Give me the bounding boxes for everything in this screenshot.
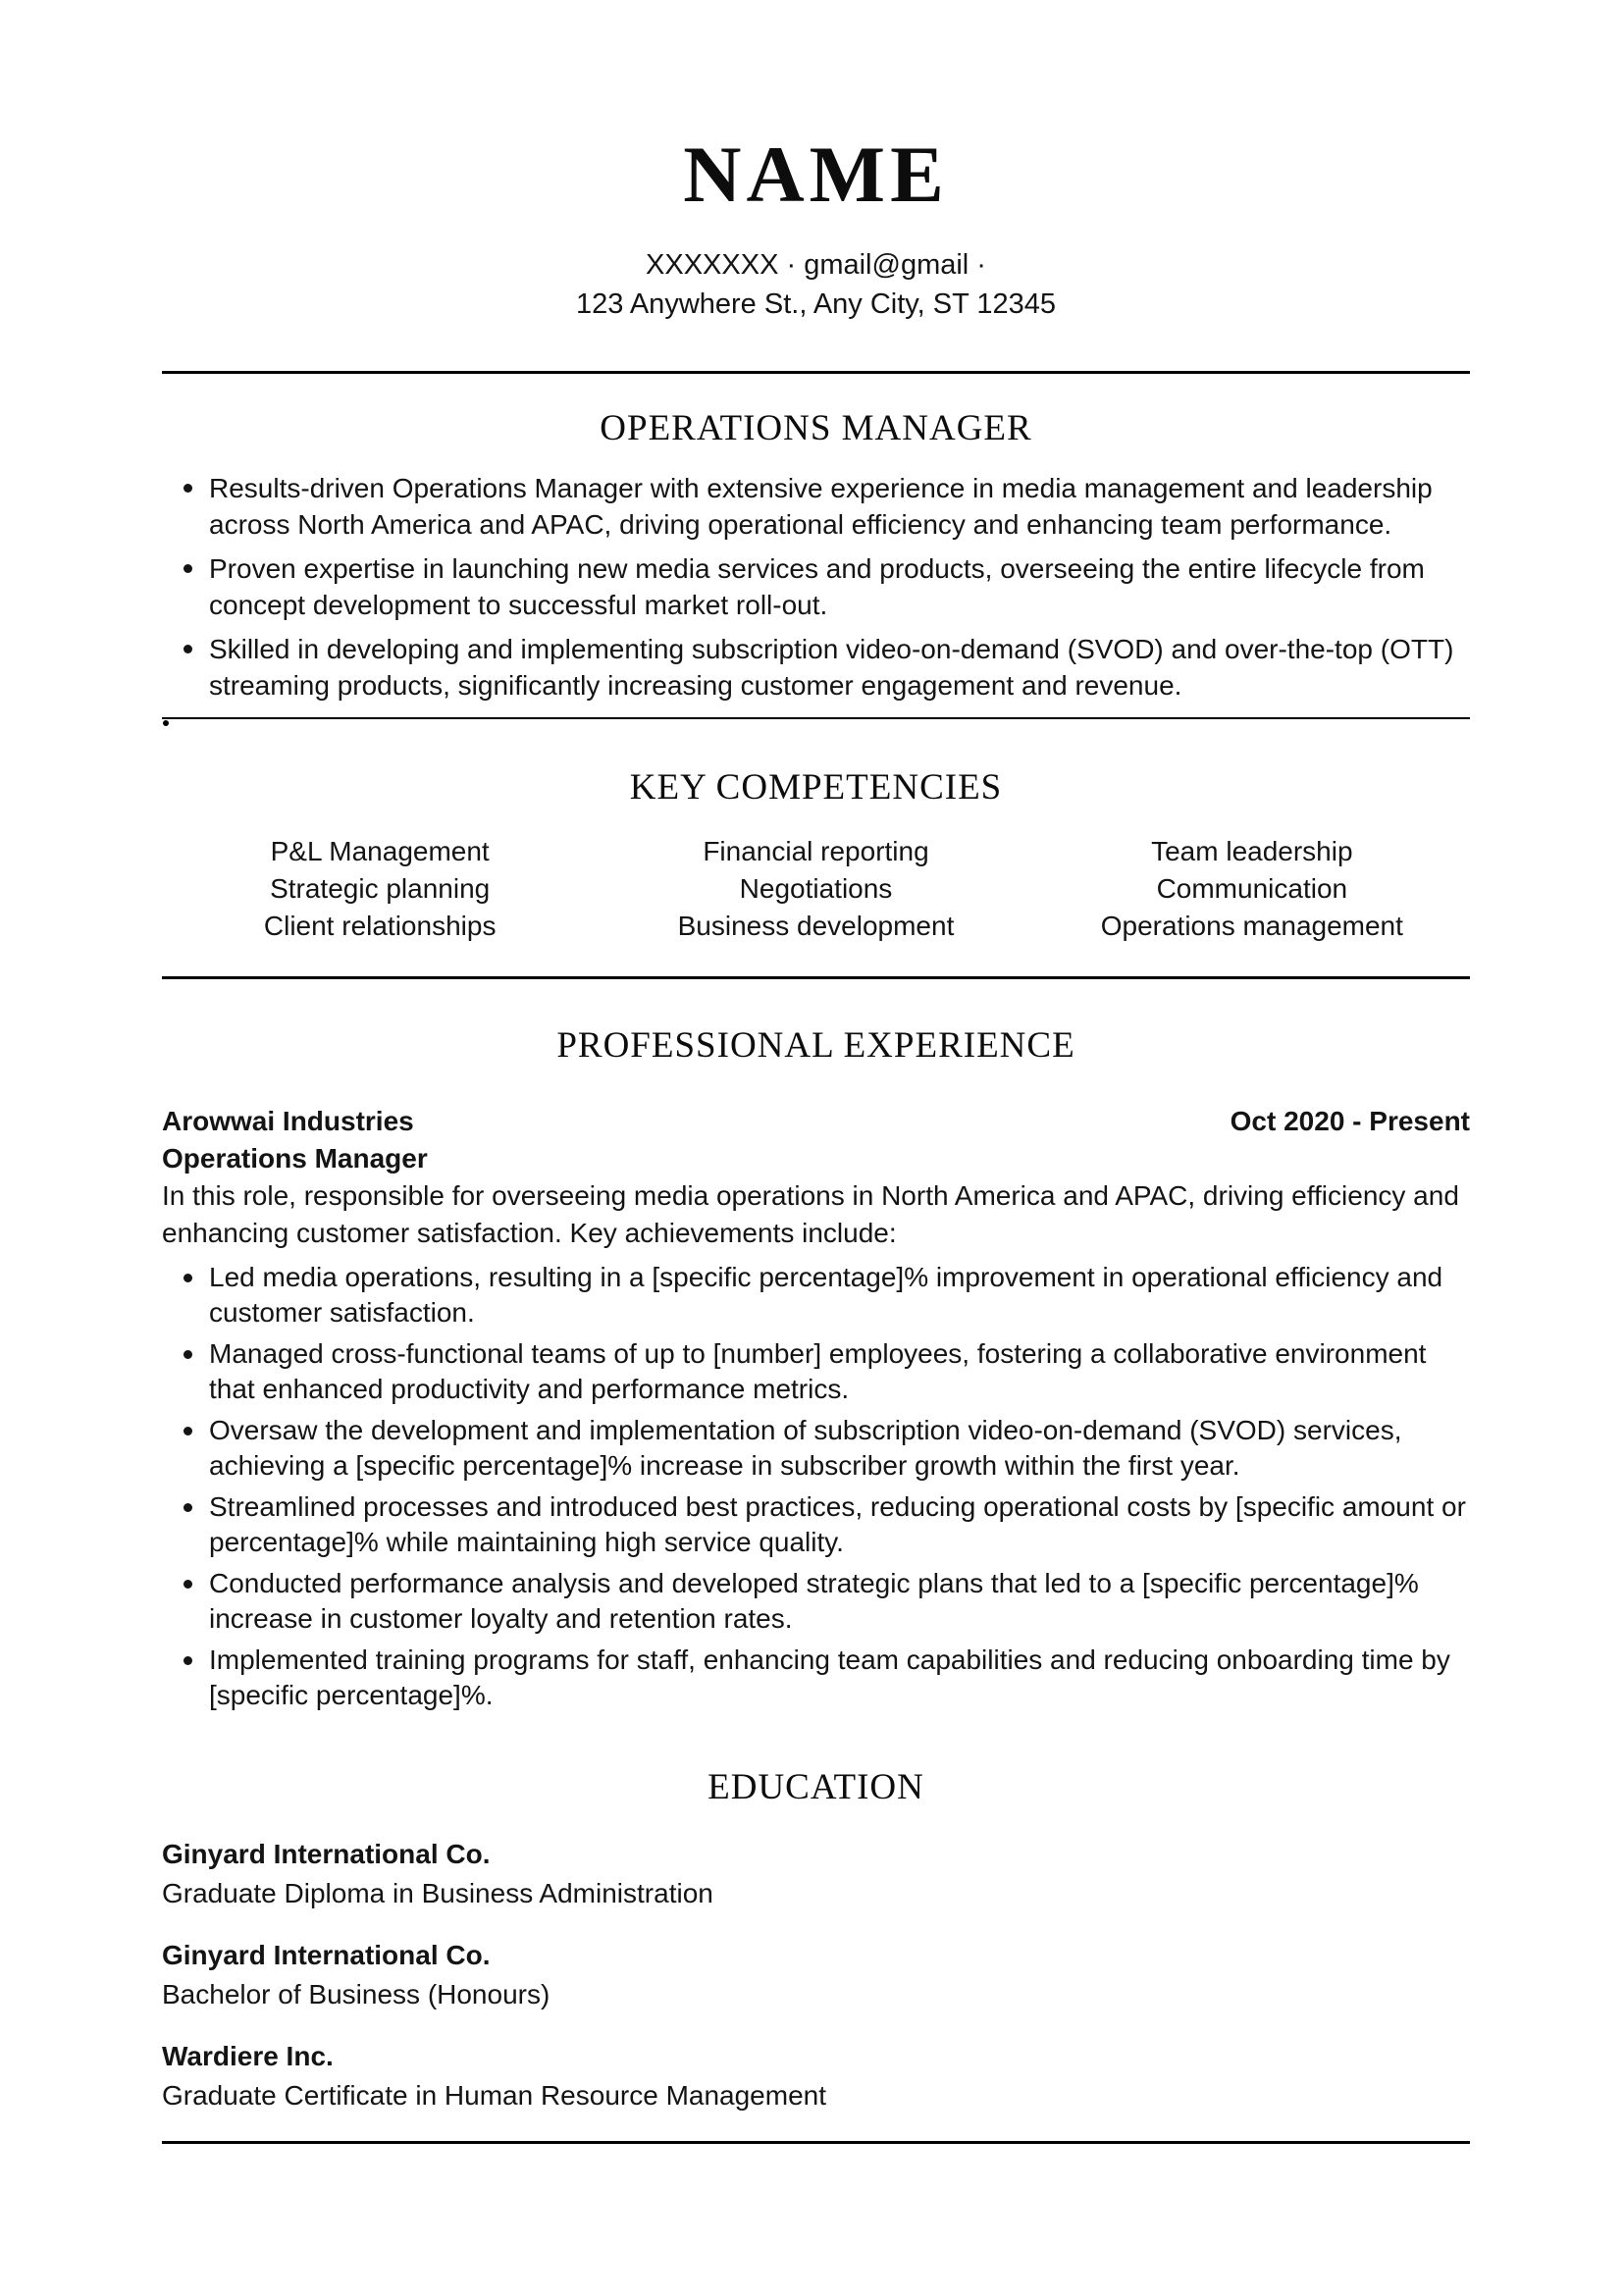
contact-line-2: 123 Anywhere St., Any City, ST 12345	[576, 288, 1056, 320]
competency-item: Financial reporting	[703, 836, 929, 866]
job-intro: In this role, responsible for overseeing media operations in North America and APAC, driving efficiency and enhancing customer satisfaction. Key achievements include:	[162, 1180, 1459, 1248]
stray-mark-dot	[163, 720, 169, 726]
resume-name: NAME	[683, 130, 949, 219]
job-header-row	[162, 1103, 1470, 1140]
education-degree: Graduate Certificate in Human Resource Management	[162, 2080, 827, 2111]
experience-section-title: PROFESSIONAL EXPERIENCE	[556, 1025, 1075, 1066]
section-divider-bottom	[162, 2141, 1470, 2144]
competency-item: Business development	[677, 911, 955, 941]
experience-bullet: Oversaw the development and implementation of subscription video-on-demand (SVOD) services, achieving a [specific percentage]% increase in subscriber growth within the first year.	[162, 1413, 1470, 1484]
competency-item: Client relationships	[263, 911, 497, 941]
job-title: Operations Manager	[162, 1143, 428, 1174]
competency-item: Communication	[1156, 873, 1348, 904]
experience-bullet: Led media operations, resulting in a [specific percentage]% improvement in operational efficiency and customer satisfaction.	[162, 1260, 1470, 1331]
experience-bullet-list	[162, 1260, 1470, 1713]
summary-bullet: Skilled in developing and implementing subscription video-on-demand (SVOD) and over-the-top (OTT) streaming products, significantly increasing customer engagement and revenue.	[162, 631, 1470, 704]
competencies-section-title: KEY COMPETENCIES	[629, 767, 1003, 808]
summary-bullet: Results-driven Operations Manager with extensive experience in media management and leadership across North America and APAC, driving operational efficiency and enhancing team performance.	[162, 470, 1470, 543]
contact-block	[162, 245, 1470, 324]
education-list	[162, 1835, 1470, 2115]
education-org: Ginyard International Co.	[162, 1839, 491, 1869]
competency-item: P&L Management	[270, 836, 490, 866]
section-divider-summary	[162, 717, 1470, 719]
divider-row	[162, 717, 1470, 719]
section-divider-competencies	[162, 976, 1470, 979]
section-divider-top	[162, 371, 1470, 374]
education-degree: Bachelor of Business (Honours)	[162, 1979, 550, 2009]
education-entry	[162, 1835, 1470, 1913]
experience-bullet: Streamlined processes and introduced best practices, reducing operational costs by [specific amount or percentage]% while maintaining high service quality.	[162, 1489, 1470, 1560]
company-name: Arowwai Industries	[162, 1106, 414, 1136]
competency-item: Team leadership	[1151, 836, 1353, 866]
experience-bullet: Managed cross-functional teams of up to [number] employees, fostering a collaborative environment that enhanced productivity and performance metrics.	[162, 1336, 1470, 1407]
education-org: Wardiere Inc.	[162, 2041, 334, 2071]
summary-bullet-list	[162, 470, 1470, 704]
competency-item: Negotiations	[739, 873, 893, 904]
experience-bullet: Implemented training programs for staff, enhancing team capabilities and reducing onboarding time by [specific percentage]%.	[162, 1643, 1470, 1713]
competency-item: Strategic planning	[270, 873, 491, 904]
competency-item: Operations management	[1100, 911, 1403, 941]
summary-section-title: OPERATIONS MANAGER	[600, 408, 1032, 448]
education-section-title: EDUCATION	[707, 1767, 924, 1807]
education-entry	[162, 2037, 1470, 2115]
education-org: Ginyard International Co.	[162, 1940, 491, 1970]
competencies-grid	[162, 833, 1470, 945]
resume-header	[162, 0, 1470, 324]
job-dates: Oct 2020 - Present	[1230, 1106, 1470, 1136]
education-degree: Graduate Diploma in Business Administration	[162, 1878, 713, 1908]
education-entry	[162, 1936, 1470, 2014]
contact-line-1: XXXXXXX · gmail@gmail ·	[646, 249, 986, 281]
experience-bullet: Conducted performance analysis and developed strategic plans that led to a [specific percentage]% increase in customer loyalty and retention rates.	[162, 1566, 1470, 1637]
summary-bullet: Proven expertise in launching new media services and products, overseeing the entire lifecycle from concept development to successful market roll-out.	[162, 550, 1470, 623]
